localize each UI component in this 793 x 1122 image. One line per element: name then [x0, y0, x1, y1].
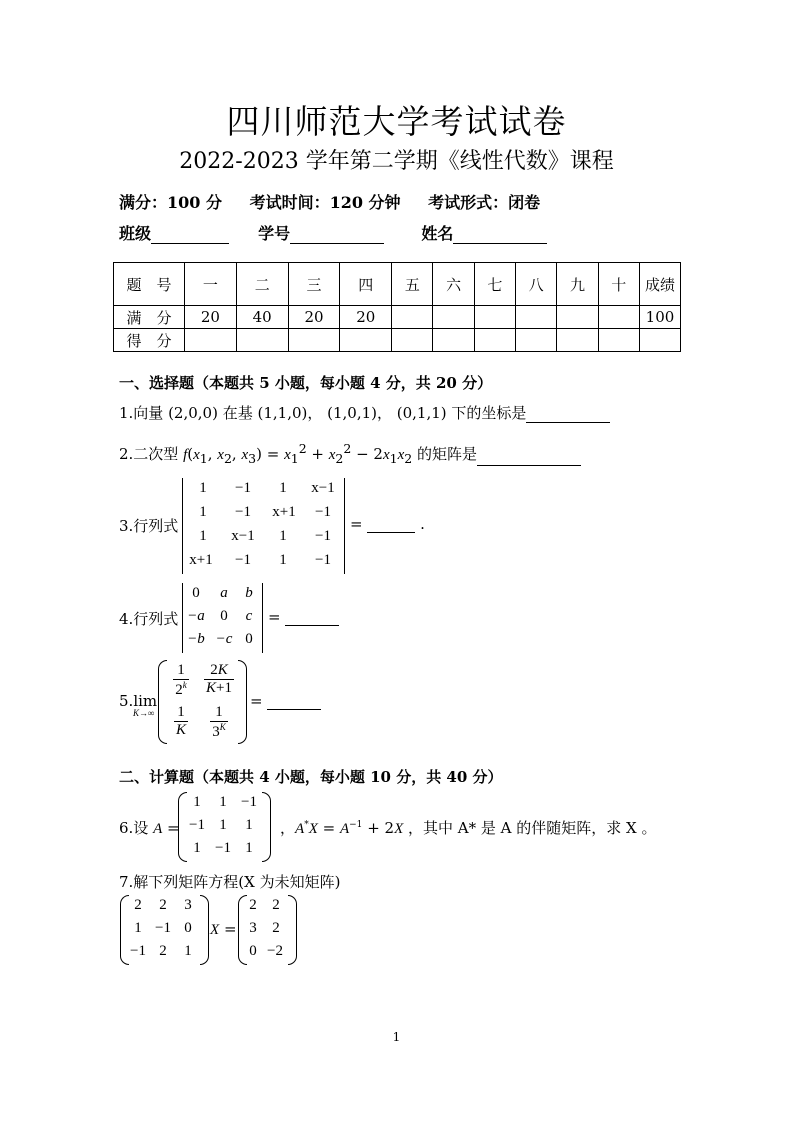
- q6-cell: 1: [245, 840, 253, 856]
- q7-right-cell: 2: [272, 897, 280, 913]
- q3-cell: −1: [315, 504, 331, 520]
- q6-cell: 1: [245, 817, 253, 833]
- q2-formula: $f(x_1$, $x_2$, $x_3) = x_1^2 + x_2^2 - 2x_1x_2$: [183, 441, 413, 466]
- got-cell[interactable]: [474, 329, 515, 352]
- q4-cell: 0: [220, 608, 228, 624]
- q5-number: 5.: [119, 692, 134, 710]
- q6-cell: −1: [215, 840, 231, 856]
- q6-cell: 1: [219, 794, 227, 810]
- q7-left-cell: 2: [159, 897, 167, 913]
- q7-right-cell: 3: [249, 920, 257, 936]
- q3-cell: −1: [235, 480, 251, 496]
- q6-cell: −1: [189, 817, 205, 833]
- q3-cell: x+1: [272, 504, 296, 520]
- q2-prefix: 2.二次型: [119, 445, 184, 463]
- q3-cell: −1: [315, 552, 331, 568]
- q3-answer-blank[interactable]: [367, 518, 415, 533]
- q3-cell: 1: [279, 480, 287, 496]
- q6-cell: −1: [241, 794, 257, 810]
- q6-equation: ，$A^*X = A^{-1} + 2X$ ，其中 A* 是 A 的伴随矩阵，求 X 。: [280, 819, 657, 837]
- q7-equals: X =: [210, 920, 237, 938]
- col-2: 二: [236, 263, 288, 306]
- q7-right-cell: 0: [249, 943, 257, 959]
- full-10: [598, 306, 639, 329]
- full-5: [392, 306, 433, 329]
- q3-cell: 1: [199, 504, 207, 520]
- q6-suffix: ，其中 A* 是 A 的伴随矩阵，求 X 。: [408, 819, 657, 837]
- class-blank[interactable]: [151, 227, 229, 244]
- q4-prefix: 4.行列式: [119, 610, 179, 628]
- id-blank[interactable]: [290, 227, 384, 244]
- q4-cell: 0: [245, 631, 253, 647]
- q4-cell: c: [245, 608, 253, 624]
- det-left-bar: [182, 583, 183, 653]
- q7-left-cell: 2: [159, 943, 167, 959]
- q3-cell: x+1: [189, 552, 213, 568]
- student-fields: [119, 221, 547, 244]
- q3-cell: −1: [235, 504, 251, 520]
- exam-title: 四川师范大学考试试卷: [226, 102, 567, 141]
- det-right-bar: [262, 583, 263, 653]
- q7-left-matrix: [118, 895, 210, 965]
- det-right-bar: [344, 478, 345, 574]
- full-3: 20: [288, 306, 340, 329]
- q3-prefix: 3.行列式: [119, 517, 179, 535]
- q1-answer-blank[interactable]: [526, 408, 610, 423]
- full-7: [474, 306, 515, 329]
- name-label: 姓名: [421, 224, 454, 243]
- col-6: 六: [433, 263, 474, 306]
- q5-answer: =: [250, 692, 321, 710]
- full-6: [433, 306, 474, 329]
- got-cell[interactable]: [236, 329, 288, 352]
- q4-answer: =: [268, 608, 339, 626]
- q3-answer: = .: [350, 515, 425, 533]
- q4-cell: −b: [187, 631, 205, 647]
- paren-right: [200, 895, 209, 965]
- q7-left-cell: −1: [130, 943, 146, 959]
- q6-lead: 6.设: [119, 819, 154, 837]
- q7-left-cell: −1: [155, 920, 171, 936]
- full-2: 40: [236, 306, 288, 329]
- col-8: 八: [516, 263, 557, 306]
- q7-left-cell: 1: [134, 920, 142, 936]
- id-label: 学号: [258, 224, 291, 243]
- q3-cell: −1: [315, 528, 331, 544]
- q2-answer-blank[interactable]: [477, 451, 581, 466]
- q7-left-cell: 3: [184, 897, 192, 913]
- row-header: 题 号: [114, 263, 185, 306]
- question-1: [119, 402, 610, 423]
- q5-matrix: [156, 660, 248, 744]
- col-1: 一: [185, 263, 237, 306]
- q6-matrix: [176, 792, 272, 862]
- q4-determinant: [180, 583, 266, 653]
- q3-cell: 1: [279, 528, 287, 544]
- q3-determinant: [180, 478, 350, 574]
- q7-right-matrix: [236, 895, 298, 965]
- q4-cell: a: [220, 585, 228, 601]
- q3-cell: −1: [235, 552, 251, 568]
- q6-cell: 1: [193, 840, 201, 856]
- got-cell[interactable]: [288, 329, 340, 352]
- name-blank[interactable]: [453, 227, 547, 244]
- q5-cell-11: $\frac{1}{2^k}$: [175, 662, 187, 698]
- q5-cell-21: $\frac{1}{K}$: [175, 704, 186, 738]
- full-8: [516, 306, 557, 329]
- full-total: 100: [640, 306, 681, 329]
- q5-cell-22: $\frac{1}{3^K}$: [212, 704, 226, 740]
- q7-left-cell: 0: [184, 920, 192, 936]
- q2-suffix: 的矩阵是: [412, 445, 478, 463]
- got-cell[interactable]: [516, 329, 557, 352]
- section2-heading: 二、计算题（本题共 4 小题，每小题 10 分，共 40 分）: [119, 768, 503, 786]
- exam-format: 考试形式：闭卷: [428, 193, 541, 212]
- q7-left-cell: 2: [134, 897, 142, 913]
- question-2: [119, 441, 581, 466]
- got-label: 得 分: [114, 329, 185, 352]
- got-total[interactable]: [640, 329, 681, 352]
- q3-cell: 1: [199, 528, 207, 544]
- exam-info: [119, 190, 562, 213]
- q6-prefix: 6.设 A =: [119, 819, 180, 837]
- col-5: 五: [392, 263, 433, 306]
- got-cell[interactable]: [340, 329, 392, 352]
- full-9: [557, 306, 598, 329]
- q4-cell: −a: [187, 608, 205, 624]
- section1-heading: 一、选择题（本题共 5 小题，每小题 4 分，共 20 分）: [119, 374, 493, 392]
- paren-right: [262, 792, 271, 862]
- q5-limit-sub: K→∞: [133, 708, 155, 718]
- q4-cell: −c: [215, 631, 233, 647]
- got-cell[interactable]: [185, 329, 237, 352]
- q5-lim: lim: [133, 692, 158, 710]
- q4-cell: b: [245, 585, 253, 601]
- q6-cell: 1: [219, 817, 227, 833]
- q4-cell: 0: [192, 585, 200, 601]
- col-4: 四: [340, 263, 392, 306]
- q7-left-cell: 1: [184, 943, 192, 959]
- q7-right-cell: 2: [272, 920, 280, 936]
- col-7: 七: [474, 263, 515, 306]
- q3-cell: x−1: [311, 480, 335, 496]
- q5-cell-12: $\frac{2K}{K+1}$: [206, 662, 232, 696]
- q4-answer-blank[interactable]: [285, 611, 339, 626]
- q3-cell: x−1: [231, 528, 255, 544]
- paren-right: [288, 895, 297, 965]
- col-9: 九: [557, 263, 598, 306]
- col-10: 十: [598, 263, 639, 306]
- q3-cell: 1: [279, 552, 287, 568]
- q7-right-cell: −2: [267, 943, 283, 959]
- full-label: 满 分: [114, 306, 185, 329]
- got-cell[interactable]: [392, 329, 433, 352]
- q1-text: 1.向量 (2,0,0) 在基 (1,1,0)， (1,0,1)， (0,1,1) 下的坐标是: [119, 404, 527, 422]
- full-4: 20: [340, 306, 392, 329]
- got-cell[interactable]: [433, 329, 474, 352]
- total-header: 成绩: [640, 263, 681, 306]
- question-7: 7.解下列矩阵方程(X 为未知矩阵): [119, 873, 341, 891]
- page-number: 1: [392, 1030, 401, 1044]
- score-table: [113, 262, 681, 352]
- col-3: 三: [288, 263, 340, 306]
- q5-answer-blank[interactable]: [267, 695, 321, 710]
- q3-cell: 1: [199, 480, 207, 496]
- exam-duration: 考试时间：120 分钟: [249, 193, 401, 212]
- got-cell[interactable]: [598, 329, 639, 352]
- q6-cell: 1: [193, 794, 201, 810]
- course-subtitle: 2022-2023 学年第二学期《线性代数》课程: [179, 149, 614, 174]
- got-cell[interactable]: [557, 329, 598, 352]
- full-score: 满分：100 分: [119, 193, 222, 212]
- q7-right-cell: 2: [249, 897, 257, 913]
- class-label: 班级: [119, 224, 152, 243]
- full-1: 20: [185, 306, 237, 329]
